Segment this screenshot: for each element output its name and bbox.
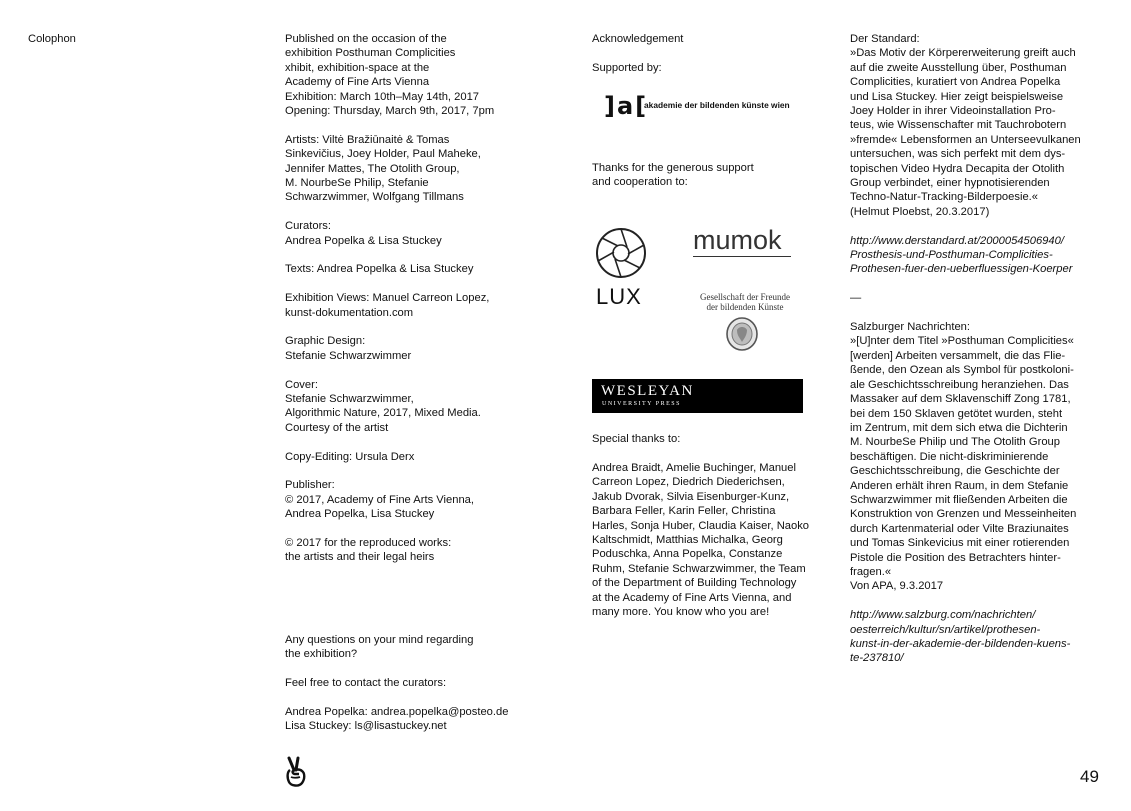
sn-title: Salzburger Nachrichten: xyxy=(850,321,971,334)
standard-title: Der Standard: xyxy=(850,33,920,45)
sn-quote: »[U]nter dem Titel »Posthuman Complicities« [werden] Arbeiten versammelt, die das Flie- ßende, den Ozean als Symbol für postkoloni- ale Geschichtsschreibung heranziehen. Das Massaker auf dem Sklavenschiff Zong 1781, bei dem 150 Sklaven getötet wurden, steht im Zentrum, mit dem sich etwa die Dichterin M. NourbeSe Philip und The Otolith Group beschäftigen. Die nicht-diskriminierende Geschichtsschreibung, die Geschichte der Anderen erhält ihren Raum, in dem Stefanie Schwarzwimmer mit fließenden Arbeiten die Konstruktion von Grenzen und Messeinheiten durch Kartenmaterial oder Vilte Braziunaites und Tomas Sinkevicius mit einer rotierenden Pistole die Position des Betrachters hinter- fragen.« Von APA, 9.3.2017 xyxy=(850,335,1077,593)
standard-url[interactable]: http://www.derstandard.at/2000054506940/ Prosthesis-und-Posthuman-Complicities- Prothesen-fuer-den-ueberfluessigen-Koerper xyxy=(850,234,1073,276)
exhibition-views-credit: Exhibition Views: Manuel Carreon Lopez, kunst-dokumentation.com xyxy=(285,292,490,319)
lux-logo xyxy=(594,226,650,308)
publication-info: Published on the occasion of the exhibition Posthuman Complicities xhibit, exhibition-space at the Academy of Fine Arts Vienna Exhibition: March 10th–May 14th, 2017 Opening: Thursday, March 9th, 2017, 7pm xyxy=(285,33,495,118)
standard-quote: »Das Motiv der Körpererweiterung greift auch auf die zweite Ausstellung über, Posthuman Complicities, kuratiert von Andrea Popelka und Lisa Stuckey. Hier zeigt beispielsweise Joey Holder in ihrer Videoinstallation Pro- teus, wie Wissenschafter mit Tauchrobotern »fremde« Lebensformen an Unterseevulkanen untersuchen, was sich perfekt mit dem dys- topischen Video Hydra Decapita der Otolith Group verbindet, einer hypnotisierenden Techno-Natur-Tracking-Bilderpoesie.« (Helmut Ploebst, 20.3.2017) xyxy=(850,47,1081,218)
cover-credit: Cover: Stefanie Schwarzwimmer, Algorithmic Nature, 2017, Mixed Media. Courtesy of the artist xyxy=(285,378,481,434)
reproduced-works-credit: © 2017 for the reproduced works: the artists and their legal heirs xyxy=(285,537,452,564)
akademie-name: akademie der bildenden künste wien xyxy=(644,100,790,110)
curators: Curators: Andrea Popelka & Lisa Stuckey xyxy=(285,220,442,247)
gesellschaft-logo xyxy=(695,292,795,358)
contact-text: Feel free to contact the curators: xyxy=(285,677,447,690)
gesellschaft-seal-icon xyxy=(725,316,759,352)
mumok-underline xyxy=(693,256,791,257)
lux-aperture-icon xyxy=(594,226,648,280)
akademie-logo xyxy=(604,92,844,120)
mumok-wordmark: mumok xyxy=(693,225,782,255)
press-column xyxy=(850,32,1120,680)
akademie-mark: ]a[ xyxy=(604,92,649,120)
mumok-logo xyxy=(693,226,793,258)
publisher-credit: Publisher: © 2017, Academy of Fine Arts Vienna, Andrea Popelka, Lisa Stuckey xyxy=(285,479,475,521)
wesleyan-wordmark: WESLEYAN xyxy=(601,383,694,399)
graphic-design-credit: Graphic Design: Stefanie Schwarzwimmer xyxy=(285,335,412,362)
copy-editing-credit: Copy-Editing: Ursula Derx xyxy=(285,450,415,463)
special-thanks-names: Andrea Braidt, Amelie Buchinger, Manuel Carreon Lopez, Diedrich Diederichsen, Jakub Dvorak, Silvia Eisenburger-Kunz, Barbara Feller, Karin Feller, Christina Harles, Sonja Huber, Claudia Kaiser, Naoko Kaltschmidt, Matthias Michalka, Georg Poduschka, Anna Popelka, Constanze Ruhm, Stefanie Schwarzwimmer, the Team of the Department of Building Technology at the Academy of Fine Arts Vienna, and many more. You know who you are! xyxy=(592,462,810,619)
gesellschaft-name: Gesellschaft der Freunde der bildenden Künste xyxy=(700,292,790,312)
lux-wordmark: LUX xyxy=(596,284,642,309)
victory-hand-icon xyxy=(284,756,308,788)
curator-emails: Andrea Popelka: andrea.popelka@posteo.de Lisa Stuckey: ls@lisastuckey.net xyxy=(285,706,509,733)
section-dash: — xyxy=(850,292,862,305)
questions-text: Any questions on your mind regarding the exhibition? xyxy=(285,634,474,661)
thanks-text: Thanks for the generous support and cooperation to: xyxy=(592,162,754,189)
special-thanks-label: Special thanks to: xyxy=(592,433,681,445)
texts-credit: Texts: Andrea Popelka & Lisa Stuckey xyxy=(285,263,474,276)
artists-list: Artists: Viltė Bražiūnaitė & Tomas Sinkevičius, Joey Holder, Paul Maheke, Jennifer Mattes, The Otolith Group, M. NourbeSe Philip, Stefanie Schwarzwimmer, Wolfgang Tillmans xyxy=(285,133,481,204)
wesleyan-logo xyxy=(592,379,803,413)
colophon-label: Colophon xyxy=(28,33,76,45)
sn-url[interactable]: http://www.salzburg.com/nachrichten/ oesterreich/kultur/sn/artikel/prothesen- kunst-in-der-akademie-der-bildenden-kuens- te-237810/ xyxy=(850,609,1071,665)
supported-by-label: Supported by: xyxy=(592,62,662,74)
acknowledgement-title: Acknowledgement xyxy=(592,33,684,45)
contact-section xyxy=(285,633,575,748)
wesleyan-subtitle: UNIVERSITY PRESS xyxy=(602,401,681,407)
page-number: 49 xyxy=(1080,767,1099,786)
colophon-column xyxy=(285,32,575,579)
